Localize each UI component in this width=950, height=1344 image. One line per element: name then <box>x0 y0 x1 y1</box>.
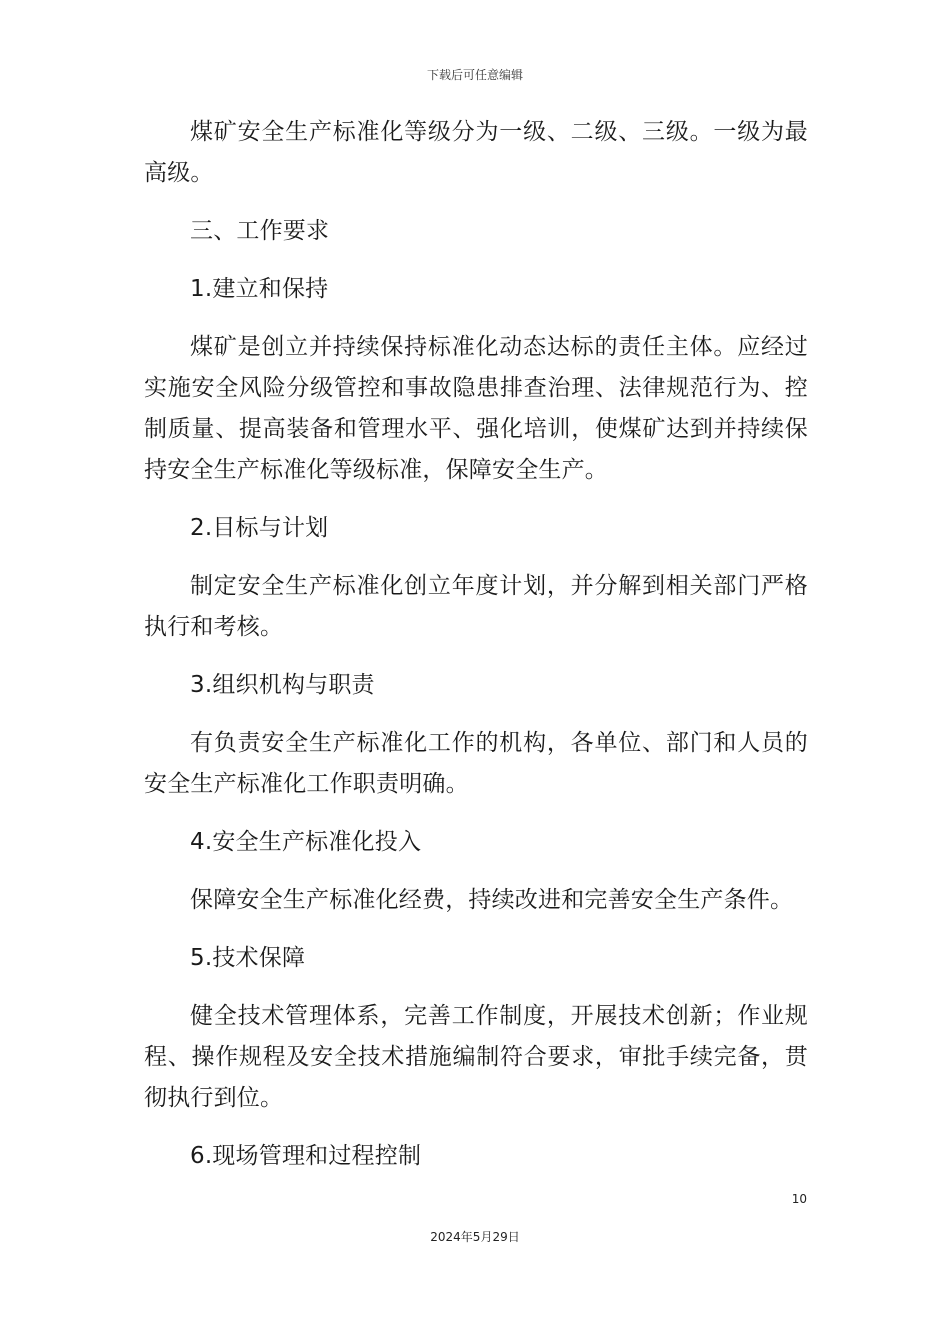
subheading-technical-support: 5.技术保障 <box>190 945 306 971</box>
paragraph-grade-levels: 煤矿安全生产标准化等级分为一级、二级、三级。一级为最高级。 <box>144 119 808 186</box>
section-heading-work-requirements: 三、工作要求 <box>190 218 330 244</box>
paragraph-technical-support: 健全技术管理体系，完善工作制度，开展技术创新；作业规程、操作规程及安全技术措施编制符合要求，审批手续完备，贯彻执行到位。 <box>144 1003 808 1111</box>
subheading-site-management: 6.现场管理和过程控制 <box>190 1143 422 1169</box>
page-number: 10 <box>791 1192 807 1206</box>
subheading-investment: 4.安全生产标准化投入 <box>190 829 422 855</box>
paragraph-investment: 保障安全生产标准化经费，持续改进和完善安全生产条件。 <box>190 887 794 913</box>
paragraph-organization-duties: 有负责安全生产标准化工作的机构，各单位、部门和人员的安全生产标准化工作职责明确。 <box>144 730 808 797</box>
paragraph-goals-plan: 制定安全生产标准化创立年度计划，并分解到相关部门严格执行和考核。 <box>144 573 808 640</box>
document-body <box>144 112 808 1194</box>
subheading-organization-duties: 3.组织机构与职责 <box>190 672 375 698</box>
subheading-goals-plan: 2.目标与计划 <box>190 515 329 541</box>
page-header: 下载后可任意编辑 <box>426 68 523 82</box>
paragraph-establish-maintain: 煤矿是创立并持续保持标准化动态达标的责任主体。应经过实施安全风险分级管控和事故隐患排查治理、法律规范行为、控制质量、提高装备和管理水平、强化培训，使煤矿达到并持续保持安全生产标准化等级标准，保障安全生产。 <box>144 334 808 483</box>
footer-date: 2024年5月29日 <box>430 1230 520 1244</box>
subheading-establish-maintain: 1.建立和保持 <box>190 276 329 302</box>
